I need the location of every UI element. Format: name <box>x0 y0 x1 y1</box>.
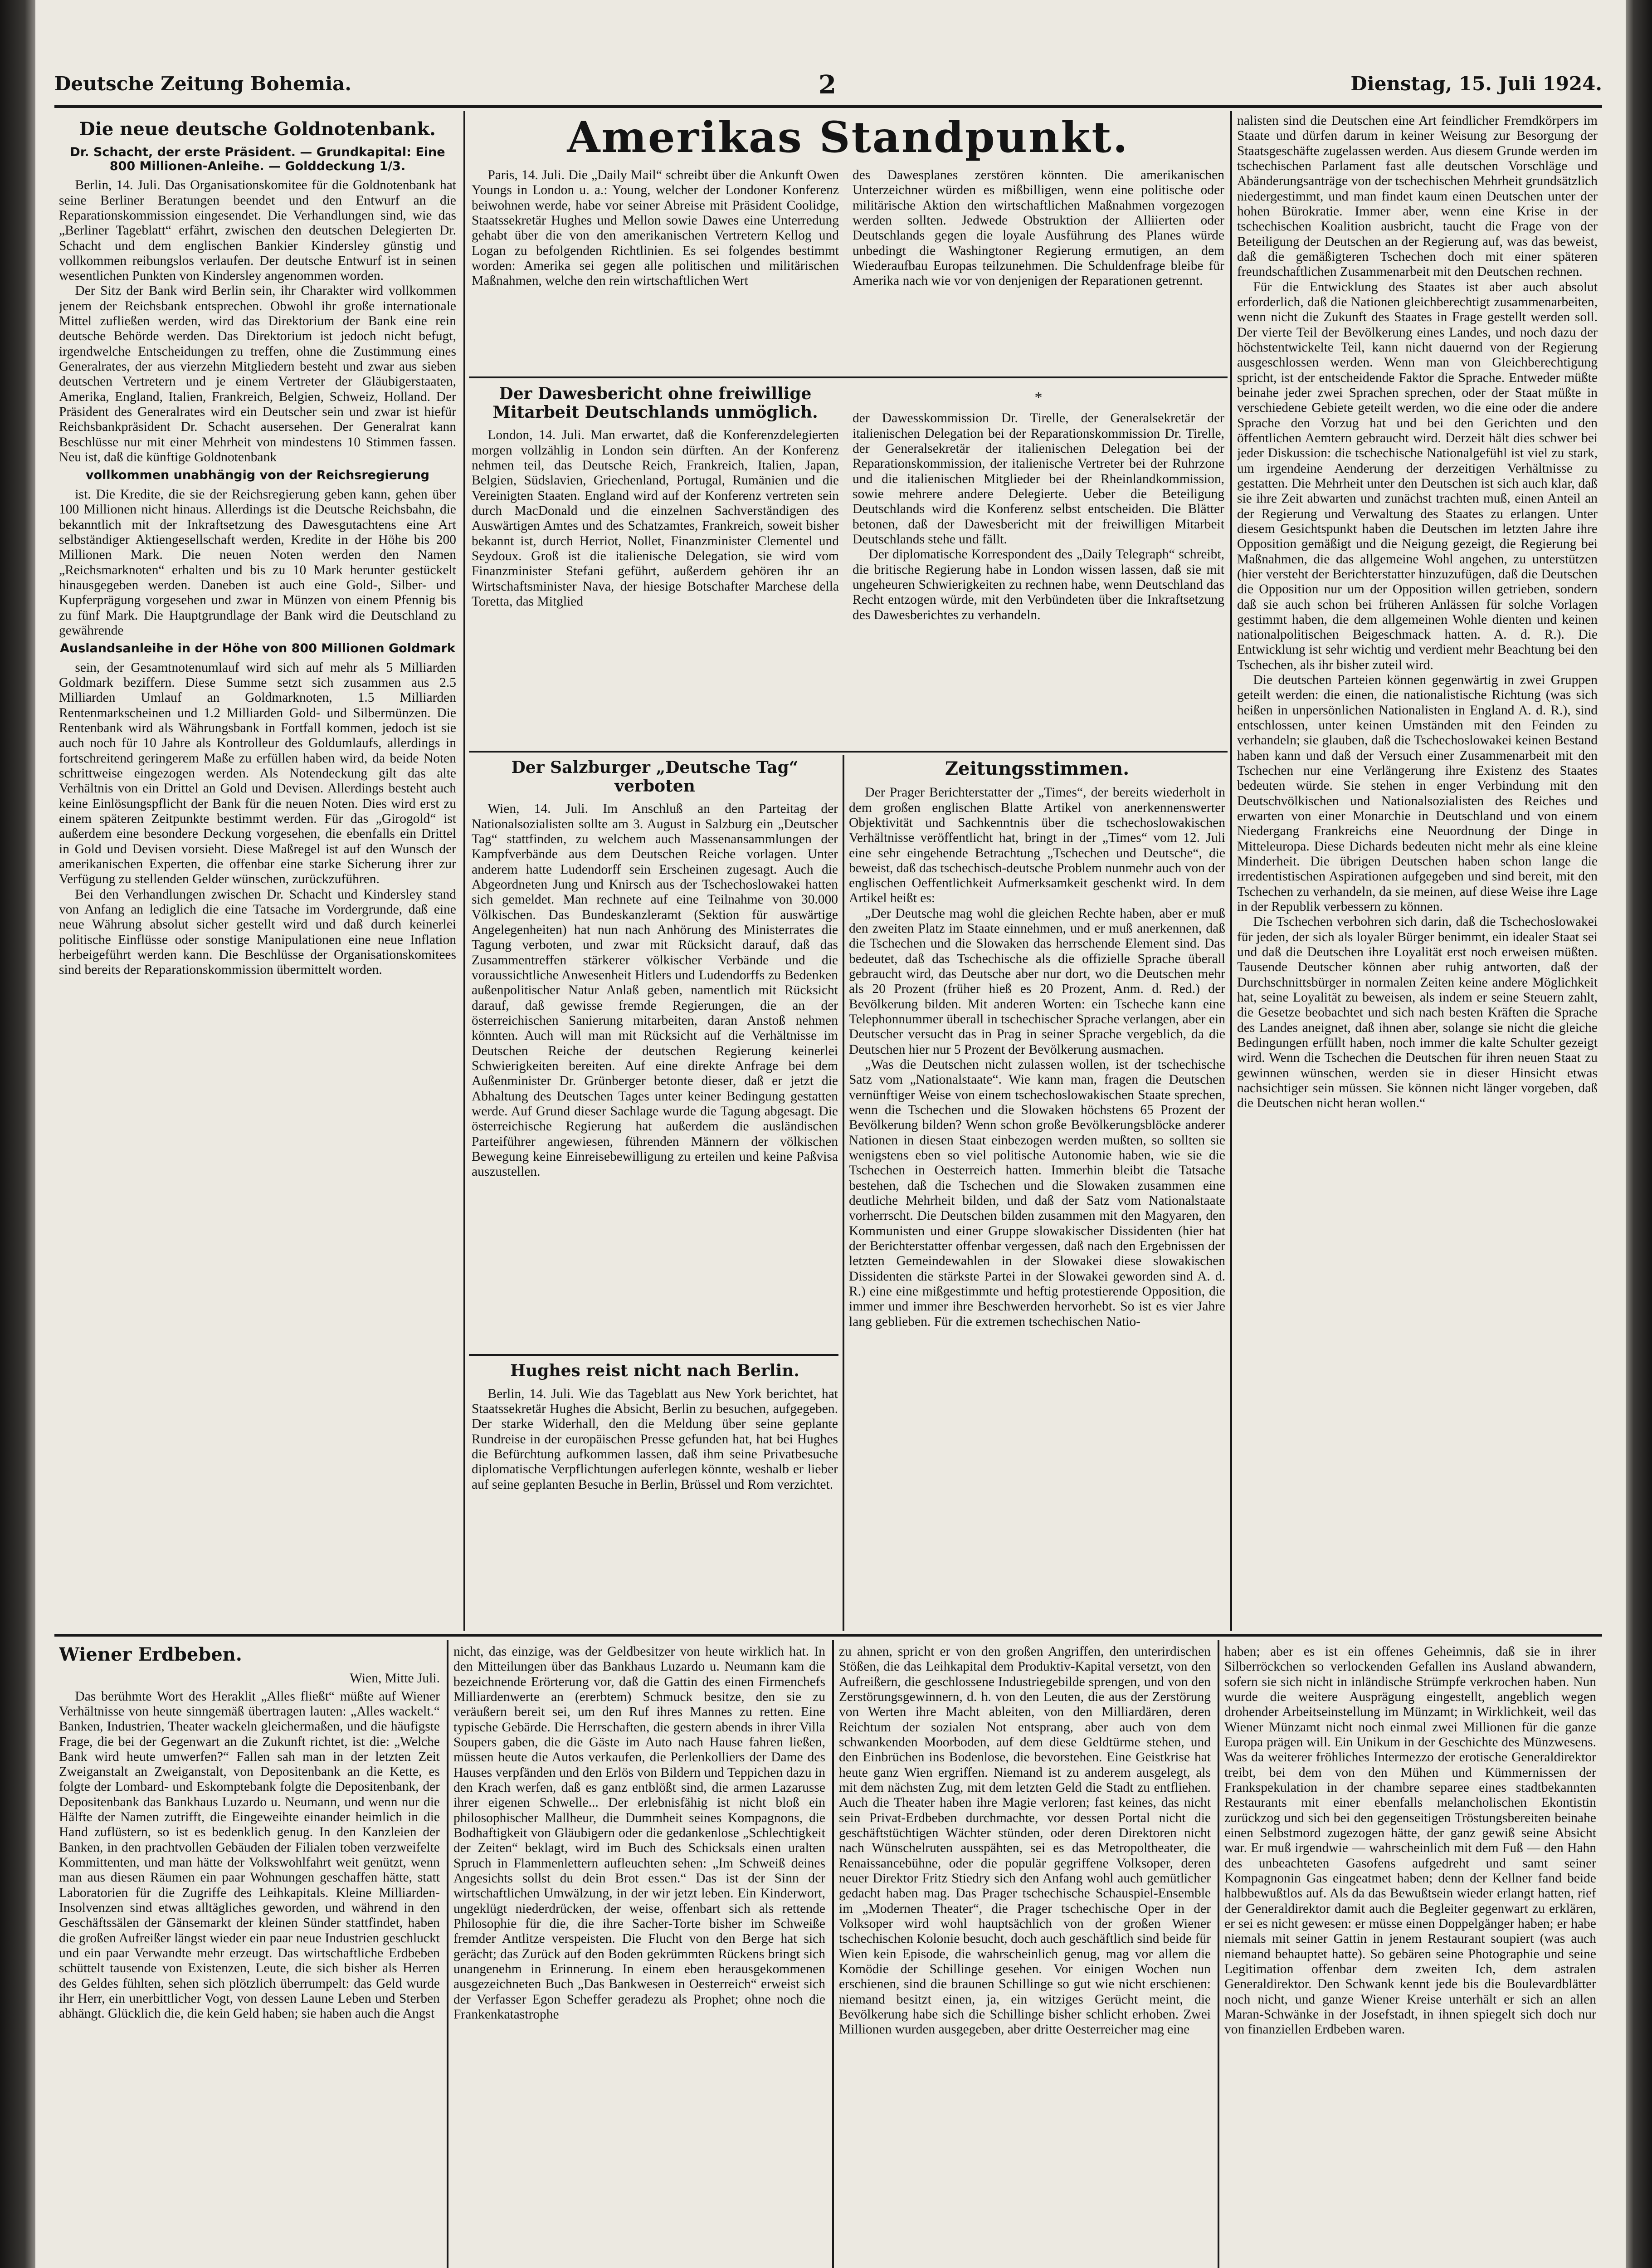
article-salzburger <box>472 758 838 1350</box>
article-zeitungsstimmen-continued <box>1237 113 1598 1628</box>
article-title: Der Salzburger „Deutsche Tag“ verboten <box>511 758 799 796</box>
article-dawesbericht-left <box>472 385 839 748</box>
paragraph: Paris, 14. Juli. Die „Daily Mail“ schreibt über die Ankunft Owen Youngs in London u. a.: Young, welcher der Londoner Konferenz beiwohnen werde, habe vor seiner Abreise mit Präsident Coolidge, Staatssekretär Hughes und Mellon sowie Dawes eine Unterredung gehabt über die von den amerikanischen Vertretern Kellog und Logan zu befolgenden Richtlinien. Es sei folgendes bestimmt worden: Amerika sei gegen alle politischen und militärischen Maßnahmen, welche den rein wirtschaftlichen Wert <box>472 168 839 288</box>
masthead <box>54 68 1602 104</box>
column-divider <box>447 1640 448 2268</box>
paper-name: Deutsche Zeitung Bohemia. <box>54 73 351 95</box>
article-hughes <box>472 1362 838 1629</box>
article-amerika-left <box>472 168 839 372</box>
section-rule <box>469 751 1228 753</box>
paragraph: Der Prager Berichterstatter der „Times“, der bereits wiederholt in dem großen englischen Blatte Artikel von anerkennenswerter Objektivität und Sachkenntnis über die tschechoslowakischen Verhältnisse veröffentlicht hat, bringt in der „Times“ vom 12. Juli eine sehr eingehende Betrachtung „Tschechen und Deutsche“, die beweist, daß das tschechisch-deutsche Problem nunmehr auch von der englischen Oeffentlichkeit Aufmerksamkeit geschenkt wird. In dem Artikel heißt es: <box>849 785 1225 906</box>
paragraph: nicht, das einzige, was der Geldbesitzer von heute wirklich hat. In den Mitteilungen über das Bankhaus Luzardo u. Neumann kam die bezeichnende Erörterung vor, daß die Gattin des einen Firmenchefs Milliardenwerte an (ererbtem) Schmuck besitze, den sie zu veräußern bereit sei, um den Ruf ihres Mannes zu retten. Eine typische Gebärde. Die Herrschaften, die gestern abends in ihrer Villa Soupers gaben, die die Gäste im Auto nach Hause fahren ließen, müssen heute die Autos verkaufen, die Perlenkolliers der Dame des Hauses verpfänden und den Erlös von Bildern und Teppichen dazu in den Krach werfen, daß es ganz entblößt sind, die armen Lazarusse ihrer eigenen Schwelle... Der erlebnisfähig ist nicht bloß ein philosophischer Mallheur, die Dummheit seines Kompagnons, die Bodhaftigkeit von Gläubigern oder die gedankenlose „Schlechtigkeit der Zeiten“ beklagt, wird im Buch des Schicksals einen uralten Spruch in Flammenlettern aufleuchten sehen: „Im Schweiß deines Angesichts sollst du dein Brot essen.“ Das ist der Sinn der wirtschaftlichen Umwälzung, in der wir jetzt leben. Ein Kinderwort, ungeklügt niederdrücken, der weise, offenbart sich als rettende Philosophie für die, die ihre Sacher-Torte bisher im Schweiße fremder Antlitze verspeisten. Die Flucht von den Berge hat sich gerächt; das Zurück auf den Boden gekrümmten Rückens bringt sich unangenehm in Erinnerung. In einem eben herausgekommenen ausgezeichneten Buch „Das Bankwesen in Oesterreich“ erweist sich der Verfasser Egon Scheffer geradezu als Prophet; ohne noch die Frankenkatastrophe <box>453 1644 825 2022</box>
paragraph: des Dawesplanes zerstören könnten. Die amerikanischen Unterzeichner würden es mißbilligen, wenn eine politische oder militärische Aktion den wirtschaftlichen Maßnahmen vorgezogen werden sollten. Jedwede Obstruktion der Alliierten oder Deutschlands gegen die loyale Ausführung des Planes würde unbedingt die Washingtoner Regierung ermutigen, an dem Wiederaufbau Europas teilzunehmen. Die Schuldenfrage bleibe für Amerika nach wie vor von denjenigen der Reparationen getrennt. <box>853 168 1224 288</box>
feuilleton-col-3 <box>839 1644 1211 2268</box>
paragraph: der Dawesskommission Dr. Tirelle, der Generalsekretär der italienischen Delegation bei der Reparationskommission Dr. Tirelle, der Generalsekretär der italienischen Delegation bei der Reparationskommission, der italienische Vertreter bei der Ruhrzone und die italienischen Mitglieder bei der Rheinlandkommission, sowie mehrere andere Delegierte. Ueber die Beteiligung Deutschlands wird die Konferenz selbst entscheiden. Die Blätter betonen, daß der Dawesbericht mit der freiwilligen Mitarbeit Deutschlands stehe und fällt. <box>853 411 1224 547</box>
paragraph: sein, der Gesamtnotenumlauf wird sich auf mehr als 5 Milliarden Goldmark beziffern. Diese Summe setzt sich zusammen aus 2.5 Milliarden Umlauf an Goldmarknoten, 1.5 Milliarden Rentenmarkscheinen und 1.2 Milliarden Gold- und Silbermünzen. Die Rentenbank wird als Währungsbank in Fortfall kommen, jedoch ist sie auch noch für 10 Jahre als Kontrolleur des Goldumlaufs, allerdings in fortschreitend geringerem Maße zu erfüllen haben wird, da beide Noten schrittweise eingezogen werden. Als Notendeckung gilt das alte Verhältnis von ein Drittel an Gold und Devisen. Allerdings besteht auch keine Einlösungspflicht der Bank für die neuen Noten. Dies wird erst zu einem späteren Zeitpunkte bestimmt werden. Für das „Girogold“ ist außerdem eine besondere Deckung vorgesehen, die ebenfalls ein Drittel in Gold und Devisen vorsieht. Diese Maßregel ist auf den Wunsch der amerikanischen Experten, die offenbar eine starke Sicherung ihrer zur Verfügung zu stellenden Gelder wünschen, zurückzuführen. <box>59 660 456 887</box>
article-zeitungsstimmen <box>849 758 1225 1629</box>
paragraph: „Der Deutsche mag wohl die gleichen Rechte haben, aber er muß den zweiten Platz im Staate einnehmen, und er muß anerkennen, daß die Tschechen und die Slowaken das herrschende Element sind. Das bedeutet, daß das Tschechische als die offizielle Sprache überall gebraucht wird, das Deutsche aber nur dort, wo die Deutschen mehr als 20 Prozent (früher hieß es 20 Prozent, Anm. d. Red.) der Bevölkerung bilden. Mit anderen Worten: ein Tscheche kann eine Telephonnummer überall in tschechischer Sprache verlangen, aber ein Deutscher versucht das in Prag in seiner Sprache vergeblich, da die Deutschen hier nur 5 Prozent der Bevölkerung ausmachen. <box>849 906 1225 1057</box>
feuilleton-col-4 <box>1224 1644 1596 2261</box>
paragraph: zu ahnen, spricht er von den großen Angriffen, den unterirdischen Stößen, die das Leihkapital dem Produktiv-Kapital versetzt, von den Aufreißern, die geschlossene Industriegebilde sprengen, und von den Zerstörungsgewinnern, d. h. von den Leuten, die aus der Zerstörung von Werten ihre Macht ableiten, von den Milliardären, deren Reichtum der sozialen Not entsprang, aber auch von dem schwankenden Moorboden, auf dem diese Geldtürme stehen, und den Einbrüchen ins Bodenlose, die bevorstehen. Eine Geistkrise hat heute ganz Wien ergriffen. Niemand ist zu anderem ausgelegt, als mit dem nächsten Zug, mit dem letzten Geld die Stadt zu entfliehen. Auch die Theater haben ihre Magie verloren; fast keines, das nicht sein Privat-Erdbeben durchmachte, vor dessen Portal nicht die geschäftstüchtigen Wächter stünden, oder deren Direktoren nicht nach Wünschelruten ausspähten, sei es das Metropoltheater, die Renaissancebühne, oder die populär gegriffene Volksoper, deren neuer Direktor Fritz Stiedry sich den Anfang wohl auch gemütlicher gedacht haben mag. Das Prager tschechische Schauspiel-Ensemble im „Modernen Theater“, die Prager tschechische Oper in der Volksoper wird wohl hauptsächlich von der großen Wiener tschechischen Kolonie besucht, doch auch geschäftlich sind beide für Wien kein Episode, die wahrscheinlich genug, mag vor allem die Komödie der Schillinge gesehen. Vor einigen Wochen nun erschienen, sind die braunen Schillinge so gut wie nicht erschienen: niemand besitzt einen, ja, ein witziges Gerücht meint, die Bevölkerung habe sich die Schillinge bisher schlicht erhoben. Zwei Millionen wurden ausgegeben, aber dritte Oesterreicher mag eine <box>839 1644 1211 2037</box>
section-rule-bottom <box>54 1634 1602 1637</box>
paragraph: haben; aber es ist ein offenes Geheimnis, daß sie in ihrer Silberröckchen so verlockenden Gefallen ins Ausland abwandern, sofern sie sich nicht in inländische Strümpfe verkrochen haben. Nun wurde die weitere Ausprägung eingestellt, angeblich wegen drohender Arbeitseinstellung im Münzamt; in Wirklichkeit, weil das Wiener Münzamt nicht noch einmal zwei Millionen für die ganze Europa prägen will. Ein Unikum in der Geschichte des Münzwesens. Was da weiterer fröhliches Intermezzo der erotische Generaldirektor treibt, bei dem von den Mühen und Kümmernissen der Frankspekulation in der chambre separee eines stadtbekannten Restaurants mit einer ebenfalls melancholischen Ekontistin zurückzog und sich bei den gegenseitigen Tröstungsbereiten beinahe einen Selbstmord zugezogen hätte, der ganz gewiß seine Absicht war. Er muß irgendwie — wahrscheinlich mit dem Fuß — den Hahn des unbeachteten Gasofens aufgedreht und samt seiner Kompagnonin Gas eingeatmet haben; denn der Kellner fand beide halbbewußtlos auf. Als da das Bewußtsein wieder erlangt hatten, rief der Generaldirektor damit auch die Begleiter gegenwart zu erklären, er sei es nicht gewesen: er müsse einen Doppelgänger haben; er habe niemals mit seiner Gattin in jenem Restaurant soupiert (was auch niemand behauptet hatte). So gebären seine Photographie und seine Legitimation offenbar dem zweiten Ich, dem astralen Generaldirektor. Den Schwank kennt jede bis die Boulevardblätter noch nicht, und ganze Wiener Kreise unterhält er sich an allen Maran-Schwänke in der Josefstadt, in ihnen spiegelt sich doch nur von finanziellen Erdbeben waren. <box>1224 1644 1596 2037</box>
article-amerika-header <box>472 113 1224 177</box>
masthead-rule <box>54 105 1602 108</box>
column-divider <box>463 111 465 1631</box>
section-kicker: vollkommen unabhängig von der Reichsregierung <box>86 468 429 483</box>
issue-date: Dienstag, 15. Juli 1924. <box>1350 73 1602 95</box>
section-rule <box>469 376 1228 378</box>
dateline: Wien, Mitte Juli. <box>350 1671 440 1686</box>
paragraph: „Was die Deutschen nicht zulassen wollen, ist der tschechische Satz vom „Nationalstaate“. Wie kann man, fragen die Deutschen vernünftiger Weise von einem tschechoslowakischen Staate sprechen, wenn die Tschechen und die Slowaken höchstens 65 Prozent der Bevölkerung bilden? Wenn schon große Bevölkerungsblöcke anderer Nationen in diesen Staat einbezogen werden mußten, so sollten sie wenigstens eben so viel politische Autonomie haben, wie sie die Tschechen in Oesterreich hatten. Immerhin bleibt die Tatsache bestehen, daß die Tschechen und die Slowaken zusammen eine deutliche Mehrheit bilden, und daß der Satz vom Nationalstaate vorherrscht. Die Deutschen bilden zusammen mit den Magyaren, den Kommunisten und einer Gruppe slowakischer Dissidenten (hier hat der Berichterstatter offenbar vergessen, daß nach den Ergebnissen der letzten Gemeindewahlen in der Slowakei diese slowakischen Dissidenten die stärkste Partei in der Slowakei geworden sind A. d. R.) eine eine mißgestimmte und heftig protestierende Opposition, die immer und immer ihre Beschwerden hervorhebt. So ist es vier Jahre lang geblieben. Für die extremen tschechischen Natio- <box>849 1057 1225 1329</box>
article-title: Amerikas Standpunkt. <box>567 112 1129 162</box>
paragraph: Das berühmte Wort des Heraklit „Alles fließt“ müßte auf Wiener Verhältnisse von heute sinngemäß übertragen lauten: „Alles wackelt.“ Banken, Industrien, Theater wackeln gleichermaßen, und die häufigste Frage, die bei der Gegenwart an die Zukunft richtet, ist die: „Welche Bank wird heute umwerfen?“ Fallen sah man in der letzten Zeit Zweiganstalt an Zweiganstalt, von Depositenbank an die Kette, es folgte der Lombard- und Eskomptebank folgte die Depositenbank, der Depositenbank das Bankhaus Luzardo u. Neumann, und wenn nur die Hälfte der Namen zutrifft, die Eingeweihte einander heimlich in die Hand zuflüstern, so ist es bedenklich genug. In den Kanzleien der Banken, in den prachtvollen Gebäuden der Filialen toben verzweifelte Kommittenten, und man hätte der Volkswohlfahrt weit genützt, wenn man aus diesen Räumen ein paar Wohnungen geschaffen hätte, statt Laboratorien für die Zugriffe des Leihkapitals. Kleine Milliarden-Insolvenzen sind etwas alltägliches geworden, und während in den Geschäftssälen der Gänsemarkt der kleinen Sünder stattfindet, haben die großen Aufreißer längst wieder ein paar neue Industrien geschluckt und ein paar Verwandte mehr erzeugt. Das wirtschaftliche Erdbeben schüttelt tausende von Existenzen, Leute, die sich bisher als Herren des Geldes fühlten, sehen sich plötzlich überrumpelt: das Geld wurde ihr Herr, ein unerbittlicher Vogt, von dessen Laune Leben und Sterben abhängt. Glücklich die, die kein Geld haben; sie haben auch die Angst <box>59 1689 440 2021</box>
paragraph: Der diplomatische Korrespondent des „Daily Telegraph“ schreibt, die britische Regierung habe in London wissen lassen, daß sie mit ungeheuren Schwierigkeiten zu rechnen habe, wenn Deutschland das Recht entzogen würde, mit den Verbündeten über die Inkraftsetzung des Dawesberichtes zu verhandeln. <box>853 547 1224 622</box>
article-title: Hughes reist nicht nach Berlin. <box>510 1362 799 1380</box>
column-divider <box>1218 1640 1219 2268</box>
article-title: Der Dawesbericht ohne freiwillige Mitarbeit Deutschlands unmöglich. <box>492 385 818 422</box>
paragraph: London, 14. Juli. Man erwartet, daß die Konferenzdelegierten morgen vollzählig in London sein dürften. An der Konferenz nehmen teil, das Deutsche Reich, Frankreich, Italien, Japan, Belgien, Südslavien, Griechenland, Portugal, Rumänien und die Vereinigten Staaten. England wird auf der Konferenz vertreten sein durch MacDonald und die einzelnen Sachverständigen des Auswärtigen Amtes und des Schatzamtes, Frankreich, soweit bisher bekannt ist, durch Herriot, Nollet, Finanzminister Clementel und Seydoux. Groß ist die italienische Delegation, sie wird vom Finanzminister Stefani geführt, außerdem gehören ihr an Wirtschaftsminister Nava, der hiesige Botschafter Marchese della Toretta, das Mitglied <box>472 428 839 609</box>
scan-border-left <box>0 0 35 2268</box>
paragraph: ist. Die Kredite, die sie der Reichsregierung geben kann, gehen über 100 Millionen nicht hinaus. Allerdings ist die Deutsche Reichsbahn, die bekanntlich mit der Inkraftsetzung des Dawesgutachtens eine Art selbständiger Aktiengesellschaft werden, Kredite in der Höhe bis 200 Millionen Mark. Die neuen Noten werden den Namen „Reichsmarknoten“ erhalten und bis zu 10 Mark herunter gestückelt hinausgegeben werden. Daneben ist auch eine Gold-, Silber- und Kupferprägung vorgesehen und zwar in Münzen von einem Pfennig bis zu fünf Mark. Die Hauptgrundlage der Bank wird die Deutschland zu gewährende <box>59 487 456 638</box>
paragraph: Die deutschen Parteien können gegenwärtig in zwei Gruppen geteilt werden: die einen, die nationalistische Richtung (was sich heißen in unpersönlichen Nationalisten in England A. d. R.), sind entschlossen, unter keinen Umständen mit den Feinden zu verhandeln; sie glauben, daß die Tschechoslowakei keinen Bestand haben kann und daß der Versuch einer Zusammenarbeit mit den Tschechen nur eine Verlängerung ihre Existenz des Staates bedeuten würde. Sie stehen in enger Verbindung mit den Deutschvölkischen und Nationalsozialisten des Reiches und erwarten von einer Monarchie in Deutschland und von einem Niedergang Frankreichs eine Neuordnung der Dinge in Mitteleuropa. Diese Dichards bedeuten nicht mehr als eine kleine Minderheit. Die übrigen Deutschen haben schon lange die irredentistischen Aspirationen aufgegeben und sind bereit, mit den Tschechen zu verhandeln, da sie meinen, auf diese Weise ihre Lage in der Republik verbessern zu können. <box>1237 673 1598 914</box>
article-title: Wiener Erdbeben. <box>59 1644 242 1665</box>
column-divider <box>832 1640 834 2268</box>
article-title: Die neue deutsche Goldnotenbank. <box>79 119 436 140</box>
paragraph: Berlin, 14. Juli. Das Organisationskomitee für die Goldnotenbank hat seine Berliner Beratungen beendet und den Entwurf an die Reparationskommission eingesendet. Die Verhandlungen sind, wie das „Berliner Tageblatt“ erfährt, zwischen den deutschen Delegierten Dr. Schacht und dem englischen Bankier Kindersley günstig und vollkommen reibungslos verlaufen. Der deutsche Entwurf ist in seinen wesentlichen Punkten von Kindersley angenommen worden. <box>59 178 456 284</box>
section-rule <box>469 1354 838 1356</box>
feuilleton-col-2 <box>453 1644 825 2268</box>
article-amerika-right <box>853 168 1224 372</box>
column-divider <box>843 755 844 1631</box>
section-kicker: Auslandsanleihe in der Höhe von 800 Millionen Goldmark <box>60 641 455 656</box>
page-number: 2 <box>819 70 836 100</box>
paragraph: nalisten sind die Deutschen eine Art feindlicher Fremdkörpers im Staate und dürfen darum in keiner Weisung zur Besorgung der Staatsgeschäfte zugelassen werden. Aus diesem Grunde werden im tschechischen Parlament fast alle deutschen Vorschläge und Abänderungsanträge von der tschechischen Mehrheit grundsätzlich niedergestimmt, und man findet kaum einen Deutschen unter der hohen Bürokratie. Immer aber, wenn eine Krise in der tschechischen Koalition ausbricht, taucht die Frage von der Beteiligung der Deutschen an der Regierung auf, was das beweist, daß die gemäßigteren Tschechen doch mit einer späteren freundschaftlichen Zusammenarbeit mit den Deutschen rechnen. <box>1237 113 1598 279</box>
paragraph: Der Sitz der Bank wird Berlin sein, ihr Charakter wird vollkommen jenem der Reichsbank entsprechen. Obwohl ihr große internationale Mittel zufließen werden, wird das Direktorium der Bank eine rein deutsche Behörde werden. Das Direktorium ist jedoch nicht befugt, irgendwelche Entscheidungen zu treffen, ohne die Zustimmung eines Generalrates, der aus vierzehn Mitgliedern besteht und zwar aus sieben deutschen Vertretern und je einem Vertreter der Gläubigerstaaten, Amerika, England, Italien, Frankreich, Belgien, Schweiz, Holland. Der Präsident des Generalrates wird ein Deutscher sein und zwar ist hiefür Reichsbankpräsident Dr. Schacht ausersehen. Der Generalrat kann Beschlüsse nur mit einer Mehrheit von mindestens 10 Stimmen fassen. Neu ist, daß die künftige Goldnotenbank <box>59 284 456 465</box>
paragraph: Die Tschechen verbohren sich darin, daß die Tschechoslowakei für jeden, der sich als loyaler Bürger benimmt, ein idealer Staat sei und daß die Deutschen ihre Loyalität erst noch erweisen müßten. Tausende Deutscher können aber ruhig antworten, daß der Durchschnittsbürger in normalen Zeiten keine andere Möglichkeit hat, seine Loyalität zu beweisen, als indem er seine Steuern zahlt, die Gesetze beobachtet und sich nach besten Kräften die Sprache des Landes aneignet, daß ihnen aber, solange sie nicht die gleiche Bedingungen erfüllt haben, noch immer die kalte Schulter gezeigt wird. Wenn die Tschechen die Deutschen für ihren neuen Staat zu gewinnen wünschen, werden sie in dieser Hinsicht etwas nachsichtiger sein müssen. Sie können nicht länger vorgeben, daß die Deutschen nicht heran wollen.“ <box>1237 914 1598 1111</box>
article-dawesbericht-right <box>853 385 1224 748</box>
paragraph: Wien, 14. Juli. Im Anschluß an den Parteitag der Nationalsozialisten sollte am 3. August in Salzburg ein „Deutscher Tag“ stattfinden, zu welchem auch Massenansammlungen der Kampfverbände aus dem Deutschen Reiche vorlagen. Unter anderem hatte Ludendorff sein Erscheinen zugesagt. Auch die Abgeordneten Jung und Knirsch aus der Tschechoslowakei hatten sich gemeldet. Man rechnete auf eine Teilnahme von 30.000 Völkischen. Das Bundeskanzleramt (Sektion für auswärtige Angelegenheiten) hat nun nach Anhörung des Ministerrates die Tagung verboten, und zwar mit Rücksicht darauf, daß das Zusammentreffen stärkerer völkischer Verbände und die voraussichtliche Anwesenheit Hitlers und Ludendorffs zu Bedenken außenpolitischer Natur Anlaß geben, namentlich mit Rücksicht darauf, daß gewisse fremde Regierungen, die an der österreichischen Sanierung mitarbeiten, daran Anstoß nehmen könnten. Auch will man mit Rücksicht auf die Verhältnisse im Deutschen Reiche der deutschen Regierung keinerlei Schwierigkeiten bereiten. Auf eine direkte Anfrage bei dem Außenminister Dr. Grünberger betonte dieser, daß er jetzt die Abhaltung des Deutschen Tages unter keiner Bedingung gestatten werde. Auf Grund dieser Sachlage wurde die Tagung abgesagt. Die österreichische Regierung hat außerdem die ausländischen Parteiführer angewiesen, führenden Männern der völkischen Bewegung keine Einreisebewilligung zu erteilen und keine Paßvisa auszustellen. <box>472 802 838 1179</box>
article-goldnotenbank <box>59 119 456 1627</box>
paragraph: Bei den Verhandlungen zwischen Dr. Schacht und Kindersley stand von Anfang an lediglich die eine Tatsache im Vordergrunde, daß eine neue Währung absolut sicher gestellt wird und daß durch keinerlei politische Einflüsse oder sonstige Manipulationen eine neue Inflation herbeigeführt werden kann. Die Beschlüsse der Organisationskomitees sind bereits der Reparationskommission übermittelt worden. <box>59 887 456 978</box>
scan-border-right <box>1626 0 1652 2268</box>
column-divider <box>1230 111 1232 1631</box>
separator-star: * <box>1034 389 1043 406</box>
paragraph: Berlin, 14. Juli. Wie das Tageblatt aus New York berichtet, hat Staatssekretär Hughes die Absicht, Berlin zu besuchen, aufgegeben. Der starke Widerhall, den die Meldung über seine geplante Rundreise in der europäischen Presse gefunden hat, hat bei Hughes die Befürchtung aufkommen lassen, daß ihm seine Privatbesuche diplomatische Verpflichtungen auferlegen könnte, weshalb er lieber auf seine geplanten Besuche in Berlin, Brüssel und Rom verzichtet. <box>472 1386 838 1492</box>
article-title: Zeitungsstimmen. <box>945 758 1130 779</box>
paragraph: Für die Entwicklung des Staates ist aber auch absolut erforderlich, daß die Nationen gleichberechtigt zusammenarbeiten, wenn nicht die Zukunft des Staates in Frage gestellt werden soll. Der vierte Teil der Bevölkerung eines Landes, und noch dazu der höchstentwickelte Teil, kann nicht dauernd von der Regierung ausgeschlossen werden. Wenn man von Gleichberechtigung spricht, ist der entscheidende Faktor die Sprache. Entweder müßte beinahe jeder zwei Sprachen sprechen, oder der Staat müßte in verschiedene Gebiete geteilt werden, wo die eine oder die andere Sprache den Vorzug hat und bei den Gerichten und den öffentlichen Aemtern gebraucht wird. Derzeit hält dies schwer bei jeder Diskussion: die tschechische Nationalgefühl ist viel zu stark, um irgendeine Aenderung der derzeitigen Verhältnisse zu gestatten. Die Mehrheit unter den Deutschen ist sich auch klar, daß sie ihre Zeit abwarten und zunächst trachten muß, einen Anteil an der Regierung und Verwaltung des Staates zu erlangen. Unter diesem Gesichtspunkt haben die Deutschen im letzten Jahre ihre Opposition gemäßigt und die Neigung gezeigt, die Regierung bei Maßnahmen, die das allgemeine Wohl angehen, zu unterstützen (hier versteht der Berichterstatter hinzuzufügen, daß die Deutschen die Opposition nur um der Opposition willen getrieben, sondern daß sie auch schon bei früheren Anlässen für solche Vorlagen gestimmt haben, die dem allgemeinen Wohle dienten und keinen nationalpolitischen Beigeschmack hatten. A. d. R.). Die Entwicklung ist sehr wichtig und verdient mehr Beachtung bei den Tschechen, als ihr bisher zuteil wird. <box>1237 279 1598 672</box>
feuilleton-col-1 <box>59 1644 440 2268</box>
article-subtitle: Dr. Schacht, der erste Präsident. — Grundkapital: Eine 800 Millionen-Anleihe. — Golddeckung 1/3. <box>70 145 445 173</box>
